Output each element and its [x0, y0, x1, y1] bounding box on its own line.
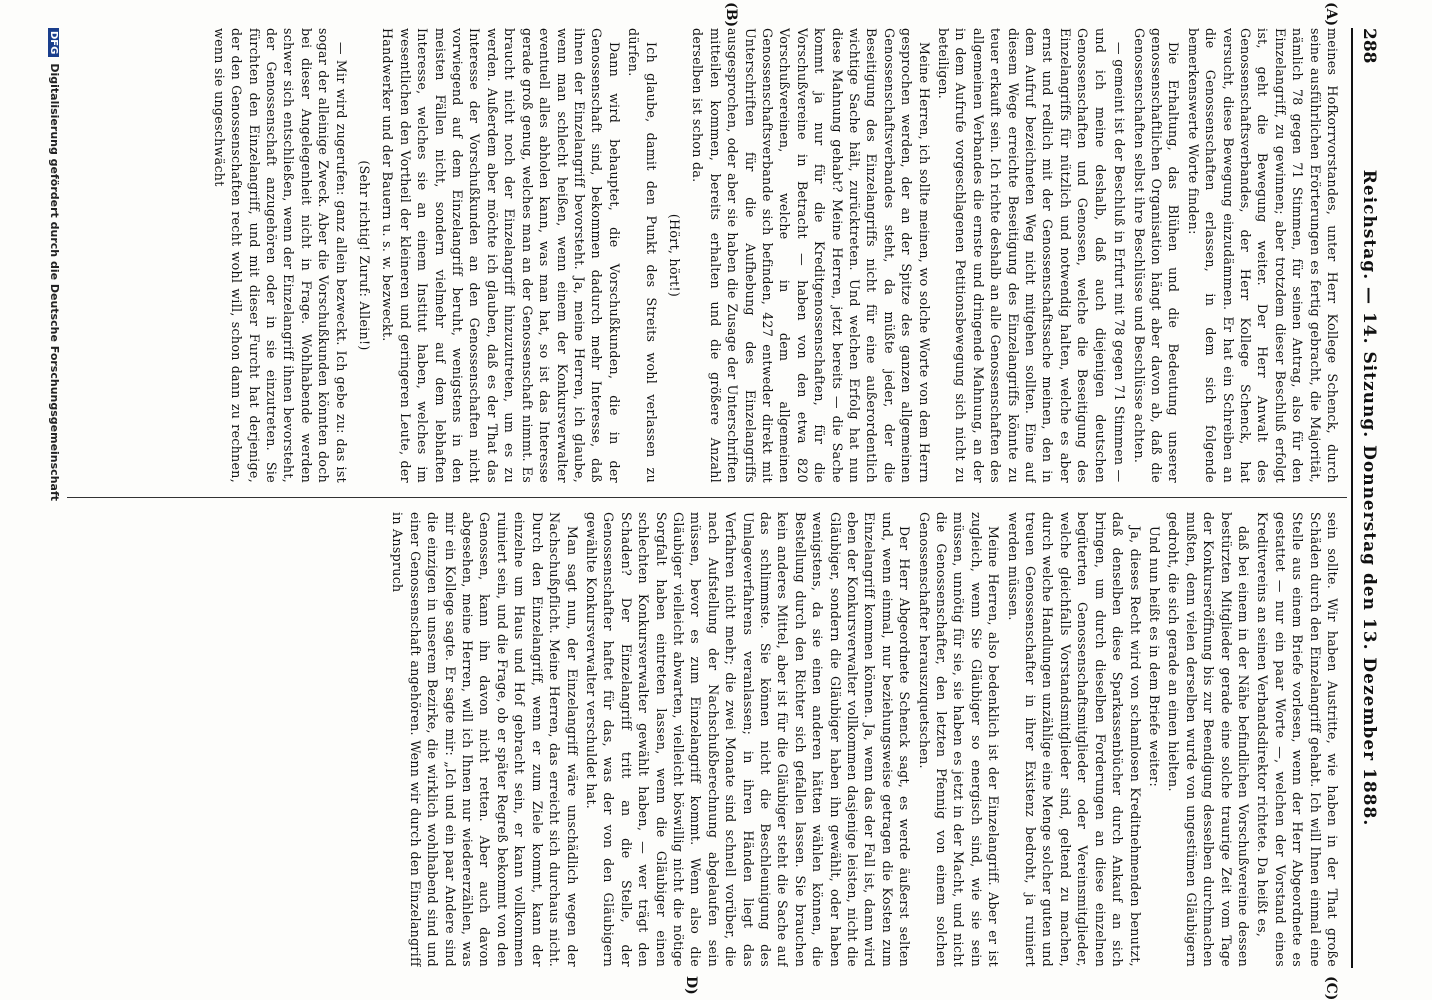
paragraph: Dann wird behauptet, die Vorschußkunden, die in der Genossenschaft sind, bekommen dadurch mehr Interesse, daß ihnen der Einzelangriff bevorsteht. Ja, meine Herren, ich glaube, wenn man schlecht heißen, wenn einem der Konkursverwalter eventuell alles abholen kann, was man hat, so ist das Interesse gerade groß genug, welches man an der Genossenschaft nimmt. Es braucht nicht noch der Einzelangriff hinzuzutreten, um es zu werden. Außerdem aber möchte ich glauben, daß es der That das Interesse der Vorschußkunden an den Genossenschaften nicht vorwiegend auf dem Einzelangriff beruht, wenigstens in den meisten Fällen nicht, sondern vielmehr auf dem lebhaften Interesse, welches sie an einem Institut haben, welches im wesentlichen den Vortheil der kleineren und geringeren Leute, der Handwerker und der Bauern u. s. w. bezweckt.: [380, 28, 622, 483]
left-column: [71, 28, 1341, 483]
footer-text: Digitalisierung gefördert durch die Deutsche Forschungsgemeinschaft: [48, 63, 61, 502]
margin-marker-b: (B): [723, 2, 739, 28]
dfg-logo: DFG: [48, 28, 59, 57]
running-title: Reichstag. — 14. Sitzung. Donnerstag den 13. Dezember 1888.: [1359, 169, 1379, 827]
paragraph: — gemeint ist der Beschluß in Erfurt mit 78 gegen 71 Stimmen —: [1112, 42, 1128, 483]
paragraph: Und nun heißt es in dem Briefe weiter:: [1146, 526, 1162, 788]
page-number: 288: [1359, 28, 1379, 64]
column-divider: [67, 497, 1347, 498]
margin-marker-d: D): [683, 976, 699, 995]
quote: Die Erhaltung, das Blühen und die Bedeutung unserer genossenschaftlichen Organisation hängt aber davon ab, daß die Genossenschaften selbst ihre Beschlüsse und Beschlüsse achten.: [1131, 28, 1182, 483]
paragraph: Ich glaube, damit den Punkt des Streits wohl verlassen zu dürfen.: [626, 28, 659, 483]
paragraph: sein sollte. Wir haben Austritte, wie haben in der That große Schäden durch den Einzelangriff gehabt. Ich will Ihnen einmal eine Stelle aus einem Briefe vorlesen, wenn der Herr Abgeordnete es gestattet — nur ein paar Worte —, welchen der Vorstand eines Kreditvereins an seinen Verbandsdirektor richtete. Da heißt es,: [1255, 512, 1340, 967]
digitization-footer: [48, 28, 61, 968]
interjection: (Hört, hört!): [666, 213, 682, 298]
margin-marker-c: (C): [1323, 976, 1339, 1000]
quote: Ja, dieses Recht wird von schamlosen Kreditnehmenden benutzt, daß denselben diese Sparkassenbücher durch Ankauf an sich bringen, um durch dieselben Forderungen an diese einzelnen begüterten Genossenschaftsmitglieder oder Vereinsmitglieder, welche gleichfalls Vorstandsmitglieder sind, geltend zu machen, durch welche Handlungen unzählige eine Menge solcher guten und treuen Genossenschafter in ihrer Existenz bedroht, ja ruiniert werden müssen.: [1005, 512, 1143, 967]
paragraph: — Mir wird zugerufen: ganz allein bezweckt. Ich gebe zu: das ist sogar der alleinige Zweck. Aber die Vorschußkunden könnten doch bei dieser Angelegenheit nicht in Frage. Wohlhabende werden schwer sich entschließen, wenn der Einzelangriff ihnen bevorsteht, der Genossenschaft anzugehören oder in sie einzutreten. Sie fürchten den Einzelangriff, und mit dieser Furcht hat derjenige, der den Genossenschaften recht wohl will, schon dann zu rechnen, wenn sie ungeschwächt: [211, 28, 349, 483]
quote: und ich meine deshalb, daß auch diejenigen deutschen Genossenschaften und Genossen, welche die Beseitigung des Einzelangriffs für nützlich und notwendig halten, welche es aber ernst und redlich mit der Genossenschaftssache meinen, den in dem Aufruf bezeichneten Weg nicht mitgehen sollten. Eine auf diesem Wege erreichte Beseitigung des Einzelangriffs könnte zu teuer erkauft sein. Ich richte deshalb an alle Genossenschaften des allgemeinen Verbandes die ernste und dringende Mahnung, an der in dem Aufrufe vorgeschlagenen Petitionsbewegung sich nicht zu beteiligen.: [936, 28, 1108, 483]
margin-marker-a: (A): [1323, 2, 1339, 27]
paragraph: meines Hofkorrvorstandes, unter Herr Kollege Schenck, durch seine ausführlichen Erörterungen es fertig gebracht, die Majorität, nämlich 78 gegen 71 Stimmen, für seinen Antrag, also für den Einzelangriff, zu gewinnen; aber trotzdem dieser Beschluß erfolgt ist, geht die Bewegung weiter. Der Herr Anwalt des Genossenschaftsverbandes, der Herr Kollege Schenck, hat versucht, diese Bewegung einzudämmen. Er hat ein Schreiben an die Genossenschaften erlassen, in dem sich folgende bemerkenswerte Worte finden:: [1185, 28, 1340, 483]
quote: daß bei einem in der Nähe befindlichen Vorschußvereine dessen bestürzten Mitglieder gerade eine solche traurige Zeit vom Tage der Konkurseröffnung bis zur Beendigung desselben durchmachen mußten, denn vielen derselben wurde von ungestümen Gläubigern gedroht, die sich gerade an einen hielten.: [1166, 512, 1251, 967]
right-column: [71, 512, 1341, 967]
paragraph: Der Herr Abgeordnete Schenck sagt, es werde äußerst selten und, wenn einmal, nur beziehungsweise getragen die Kosten zum Einzelangriff kommen können. Ja, wenn das der Fall ist, dann wird eben der Konkursverwalter vollkommen dasjenige leisten, nicht die Gläubiger, sondern die Gläubiger haben ihn gewählt, oder haben wenigstens, da sie einen anderen hätten wählen können, die Bestellung durch den Richter sich gefallen lassen. Sie brauchen kein anderes Mittel, aber ist für die Gläubiger steht die Sache auf das schlimmste. Sie können nicht die Beschleunigung des Umlageverfahrens veranlassen; in ihren Händen liegt das Verfahren nicht mehr; die zwei Monate sind schnell vorüber, die nach Aufstellung der Nachschußberechnung abgelaufen sein müssen, bevor es zum Einzelangriff kommt. Wenn also die Gläubiger vielleicht abwarten, vielleicht böswillig nicht die nötige Sorgfalt haben eintreten lassen, wenn die Gläubiger einen schlechten Konkursverwalter gewählt haben, — wer trägt den Schaden? Der Einzelangriff tritt an die Stelle, der Genossenschafter haftet für das, was der von den Gläubigern gewählte Konkursverwalter verschuldet hat.: [583, 512, 913, 967]
interjection: (Sehr richtig! Zuruf: Allein!): [357, 160, 373, 351]
paragraph: Man sagt nun, der Einzelangriff wäre unschädlich wegen der Nachschußpflicht. Meine Herren, das erreicht sich durchaus nicht. Durch den Einzelangriff, wenn er zum Ziele kommt, kann der einzelne um Haus und Hof gebracht sein, er kann vollkommen ruiniert sein, und die Frage, ob er später Regreß bekommt von den Genossen, kann ihn davon nicht retten. Aber auch davon abgesehen, meine Herren, will ich Ihnen nur wiedererzählen, was mir ein Kollege sagte. Er sagte mir: „Ich und ein paar Andere sind die einzigen in unserem Bezirke, die wirklich wohlhabend sind und einer Genossenschaft angehören. Wenn wir durch den Einzelangriff in Anspruch: [390, 512, 580, 967]
paragraph: Meine Herren, ich sollte meinen, wo solche Worte von dem Herrn gesprochen werden, der an der Spitze des ganzen allgemeinen Genossenschaftsverbandes steht, da müßte jeder, der die Beseitigung des Einzelangriffs nicht für eine außerordentlich wichtige Sache hält, zurücktreten. Und welchen Erfolg hat nun diese Mahnung gehabt? Meine Herren, jetzt bereits — die Sache kommt ja nur für die Kreditgenossenschaften, für die Vorschußvereine in Betracht — haben von den etwa 820 Vorschußvereinen, welche in dem allgemeinen Genossenschaftsverbande sich befinden, 427 entweder direkt mit Unterschriften für die Aufhebung des Einzelangriffs ausgesprochen, oder aber sie haben die Zusage der Unterschriften mitteilen kommen, bereits erhalten und die größere Anzahl derselben ist schon da.: [690, 28, 932, 483]
page-header: [1351, 28, 1379, 968]
rotated-page-content: [48, 2, 1379, 1000]
paragraph: Meine Herren, also bedenklich ist der Einzelangriff. Aber er ist zugleich, wenn Sie Gläubiger so energisch sind, wie sie sein müssen, unnötig für sie, sie haben es jetzt in der Macht, und nicht die Genossenschafter, den letzten Pfennig von einem solchen Genossenschafter herauszuquetschen.: [916, 512, 1002, 967]
